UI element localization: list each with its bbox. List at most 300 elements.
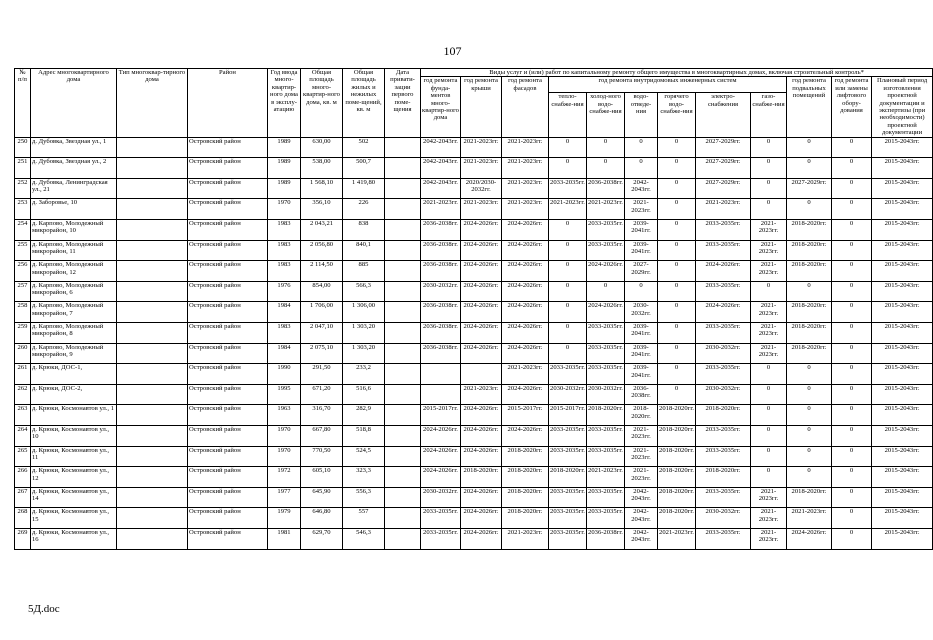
- cell-type: [117, 261, 188, 282]
- cell-address: д. Крюки, Космонавтов ул., 14: [31, 487, 117, 508]
- cell-year: 1983: [268, 220, 301, 241]
- cell-roof: 2024-2026гг.: [461, 261, 502, 282]
- cell-hot-water: 0: [658, 343, 696, 364]
- cell-cold-water: 2024-2026гг.: [587, 261, 625, 282]
- cell-roof: 2021-2023гг.: [461, 158, 502, 179]
- cell-hot-water: 2018-2020гг.: [658, 425, 696, 446]
- cell-plan-period: 2015-2043гг.: [872, 323, 933, 344]
- cell-living-area: 557: [343, 508, 385, 529]
- cell-type: [117, 137, 188, 158]
- cell-plan-period: 2015-2043гг.: [872, 384, 933, 405]
- cell-electric: 2033-2035гг.: [696, 487, 751, 508]
- cell-total-area: 2 043,21: [301, 220, 343, 241]
- cell-district: Островский район: [188, 425, 268, 446]
- cell-heat: 2033-2035гг.: [549, 178, 587, 199]
- cell-basement: 0: [787, 446, 832, 467]
- header-district: Район: [188, 69, 268, 138]
- header-num: № п/п: [15, 69, 31, 138]
- table-row: [15, 199, 933, 220]
- cell-facade: 2024-2026гг.: [502, 261, 549, 282]
- cell-type: [117, 240, 188, 261]
- cell-num: 260: [15, 343, 31, 364]
- cell-gas: 2021-2023гг.: [751, 261, 787, 282]
- cell-basement: 0: [787, 467, 832, 488]
- cell-electric: 2027-2029гг.: [696, 137, 751, 158]
- cell-living-area: 1 306,00: [343, 302, 385, 323]
- cell-plan-period: 2015-2043гг.: [872, 446, 933, 467]
- cell-basement: 0: [787, 425, 832, 446]
- cell-gas: 0: [751, 384, 787, 405]
- cell-elevator: 0: [832, 199, 872, 220]
- cell-drainage: 0: [625, 158, 658, 179]
- cell-total-area: 646,80: [301, 508, 343, 529]
- cell-elevator: 0: [832, 467, 872, 488]
- cell-basement: 0: [787, 405, 832, 426]
- cell-plan-period: 2015-2043гг.: [872, 508, 933, 529]
- cell-hot-water: 0: [658, 178, 696, 199]
- cell-type: [117, 425, 188, 446]
- cell-cold-water: 2036-2038гг.: [587, 178, 625, 199]
- cell-roof: 2021-2023гг.: [461, 384, 502, 405]
- cell-basement: 0: [787, 137, 832, 158]
- cell-electric: 2033-2035гг.: [696, 220, 751, 241]
- cell-basement: 2018-2020гг.: [787, 240, 832, 261]
- cell-roof: 2024-2026гг.: [461, 240, 502, 261]
- cell-drainage: 0: [625, 281, 658, 302]
- cell-year: 1989: [268, 178, 301, 199]
- cell-living-area: 524,5: [343, 446, 385, 467]
- cell-basement: 2018-2020гг.: [787, 220, 832, 241]
- cell-gas: 2021-2023гг.: [751, 240, 787, 261]
- cell-foundation: 2042-2043гг.: [421, 137, 461, 158]
- cell-district: Островский район: [188, 508, 268, 529]
- cell-num: 262: [15, 384, 31, 405]
- cell-living-area: 566,3: [343, 281, 385, 302]
- header-total-area: Общая площадь много-квартир-ного дома, кв. м: [301, 69, 343, 138]
- cell-hot-water: 0: [658, 199, 696, 220]
- cell-elevator: 0: [832, 343, 872, 364]
- cell-cold-water: 2021-2023гг.: [587, 199, 625, 220]
- cell-privatization: [385, 467, 421, 488]
- cell-gas: 2021-2023гг.: [751, 302, 787, 323]
- cell-address: д. Крюки, Космонавтов ул., 16: [31, 528, 117, 549]
- cell-roof: 2024-2026гг.: [461, 446, 502, 467]
- header-gas: газо-снабже-ния: [751, 93, 787, 137]
- cell-drainage: 2042-2043гг.: [625, 487, 658, 508]
- cell-living-area: 502: [343, 137, 385, 158]
- cell-roof: [461, 364, 502, 385]
- cell-elevator: 0: [832, 240, 872, 261]
- cell-elevator: 0: [832, 364, 872, 385]
- cell-foundation: 2036-2038гг.: [421, 302, 461, 323]
- cell-living-area: 500,7: [343, 158, 385, 179]
- cell-heat: 0: [549, 220, 587, 241]
- cell-total-area: 1 706,00: [301, 302, 343, 323]
- cell-living-area: 518,8: [343, 425, 385, 446]
- table-body: [15, 137, 933, 549]
- cell-address: д. Крюки, ДОС-1,: [31, 364, 117, 385]
- cell-electric: 2033-2035гг.: [696, 364, 751, 385]
- cell-gas: 2021-2023гг.: [751, 487, 787, 508]
- cell-cold-water: 2033-2035гг.: [587, 487, 625, 508]
- cell-cold-water: 2033-2035гг.: [587, 323, 625, 344]
- cell-living-area: 885: [343, 261, 385, 282]
- cell-foundation: 2036-2038гг.: [421, 343, 461, 364]
- table-row: [15, 158, 933, 179]
- cell-hot-water: 0: [658, 281, 696, 302]
- cell-hot-water: 0: [658, 261, 696, 282]
- cell-district: Островский район: [188, 178, 268, 199]
- table-row: [15, 425, 933, 446]
- cell-heat: 0: [549, 137, 587, 158]
- cell-total-area: 356,10: [301, 199, 343, 220]
- cell-elevator: 0: [832, 281, 872, 302]
- table-row: [15, 178, 933, 199]
- cell-drainage: 0: [625, 137, 658, 158]
- cell-num: 254: [15, 220, 31, 241]
- cell-foundation: 2030-2032гг.: [421, 487, 461, 508]
- cell-cold-water: 0: [587, 158, 625, 179]
- cell-address: д. Карпово, Молодежный микрорайон, 7: [31, 302, 117, 323]
- cell-facade: 2018-2020гг.: [502, 446, 549, 467]
- cell-basement: 2024-2026гг.: [787, 528, 832, 549]
- cell-drainage: 2039-2041гг.: [625, 323, 658, 344]
- table-row: [15, 467, 933, 488]
- cell-gas: 0: [751, 199, 787, 220]
- cell-heat: 2015-2017гг.: [549, 405, 587, 426]
- cell-basement: 2018-2020гг.: [787, 323, 832, 344]
- cell-cold-water: 2033-2035гг.: [587, 446, 625, 467]
- cell-plan-period: 2015-2043гг.: [872, 343, 933, 364]
- cell-district: Островский район: [188, 261, 268, 282]
- cell-foundation: 2030-2032гг.: [421, 281, 461, 302]
- cell-type: [117, 302, 188, 323]
- cell-gas: 0: [751, 158, 787, 179]
- cell-hot-water: 0: [658, 240, 696, 261]
- cell-basement: 2021-2023гг.: [787, 508, 832, 529]
- cell-drainage: 2042-2043гг.: [625, 508, 658, 529]
- cell-gas: 0: [751, 425, 787, 446]
- cell-address: д. Заборовье, 10: [31, 199, 117, 220]
- cell-privatization: [385, 137, 421, 158]
- cell-type: [117, 508, 188, 529]
- cell-elevator: 0: [832, 446, 872, 467]
- cell-electric: 2030-2032гг.: [696, 384, 751, 405]
- cell-cold-water: 2033-2035гг.: [587, 425, 625, 446]
- cell-total-area: 770,50: [301, 446, 343, 467]
- cell-facade: 2018-2020гг.: [502, 487, 549, 508]
- cell-foundation: 2033-2035гг.: [421, 528, 461, 549]
- cell-privatization: [385, 240, 421, 261]
- cell-facade: 2018-2020гг.: [502, 508, 549, 529]
- cell-privatization: [385, 261, 421, 282]
- cell-district: Островский район: [188, 446, 268, 467]
- cell-drainage: 2030-2032гг.: [625, 302, 658, 323]
- cell-total-area: 1 568,10: [301, 178, 343, 199]
- cell-drainage: 2042-2043гг.: [625, 528, 658, 549]
- cell-num: 255: [15, 240, 31, 261]
- cell-total-area: 291,50: [301, 364, 343, 385]
- cell-foundation: 2036-2038гг.: [421, 220, 461, 241]
- cell-num: 265: [15, 446, 31, 467]
- cell-drainage: 2039-2041гг.: [625, 220, 658, 241]
- cell-plan-period: 2015-2043гг.: [872, 405, 933, 426]
- cell-year: 1984: [268, 343, 301, 364]
- cell-type: [117, 487, 188, 508]
- cell-heat: 0: [549, 323, 587, 344]
- cell-gas: 0: [751, 467, 787, 488]
- cell-address: д. Крюки, Космонавтов ул., 12: [31, 467, 117, 488]
- cell-district: Островский район: [188, 384, 268, 405]
- cell-foundation: 2021-2023гг.: [421, 199, 461, 220]
- cell-roof: 2024-2026гг.: [461, 302, 502, 323]
- cell-district: Островский район: [188, 528, 268, 549]
- cell-hot-water: 2018-2020гг.: [658, 446, 696, 467]
- cell-heat: 2018-2020гг.: [549, 467, 587, 488]
- table-row: [15, 446, 933, 467]
- cell-cold-water: 2033-2035гг.: [587, 220, 625, 241]
- cell-num: 257: [15, 281, 31, 302]
- cell-year: 1990: [268, 364, 301, 385]
- cell-basement: 0: [787, 384, 832, 405]
- table-row: [15, 240, 933, 261]
- cell-plan-period: 2015-2043гг.: [872, 425, 933, 446]
- cell-district: Островский район: [188, 487, 268, 508]
- cell-cold-water: 2018-2020гг.: [587, 405, 625, 426]
- cell-gas: 0: [751, 446, 787, 467]
- cell-district: Островский район: [188, 199, 268, 220]
- header-building-type: Тип многоквар-тирного дома: [117, 69, 188, 138]
- cell-basement: 0: [787, 364, 832, 385]
- cell-basement: 2027-2029гг.: [787, 178, 832, 199]
- cell-type: [117, 158, 188, 179]
- cell-elevator: 0: [832, 302, 872, 323]
- header-services-group: Виды услуг и (или) работ по капитальному ремонту общего имущества в многоквартирных домах, включая строительный контроль*: [421, 69, 933, 77]
- cell-hot-water: 2018-2020гг.: [658, 508, 696, 529]
- cell-foundation: [421, 384, 461, 405]
- cell-type: [117, 281, 188, 302]
- cell-cold-water: 0: [587, 137, 625, 158]
- cell-roof: 2024-2026гг.: [461, 405, 502, 426]
- cell-living-area: 1 419,80: [343, 178, 385, 199]
- cell-facade: 2015-2017гг.: [502, 405, 549, 426]
- cell-electric: 2021-2023гг.: [696, 199, 751, 220]
- cell-electric: 2030-2032гг.: [696, 343, 751, 364]
- cell-facade: 2024-2026гг.: [502, 302, 549, 323]
- cell-year: 1983: [268, 323, 301, 344]
- cell-roof: 2018-2020гг.: [461, 467, 502, 488]
- cell-num: 266: [15, 467, 31, 488]
- cell-plan-period: 2015-2043гг.: [872, 240, 933, 261]
- cell-roof: 2024-2026гг.: [461, 343, 502, 364]
- cell-district: Островский район: [188, 240, 268, 261]
- cell-roof: 2020/2030-2032гг.: [461, 178, 502, 199]
- cell-foundation: 2015-2017гг.: [421, 405, 461, 426]
- cell-year: 1963: [268, 405, 301, 426]
- cell-district: Островский район: [188, 158, 268, 179]
- cell-gas: 0: [751, 405, 787, 426]
- cell-cold-water: 2021-2023гг.: [587, 467, 625, 488]
- cell-plan-period: 2015-2043гг.: [872, 220, 933, 241]
- header-plan-period: Плановый период изготовления проектной документации и экспертизы (при необходимости) проектной документации: [872, 77, 933, 137]
- header-roof: год ремонта крыши: [461, 77, 502, 137]
- cell-facade: 2024-2026гг.: [502, 323, 549, 344]
- cell-total-area: 538,00: [301, 158, 343, 179]
- cell-foundation: 2036-2038гг.: [421, 261, 461, 282]
- cell-plan-period: 2015-2043гг.: [872, 487, 933, 508]
- table-row: [15, 281, 933, 302]
- cell-address: д. Крюки, Космонавтов ул., 15: [31, 508, 117, 529]
- cell-electric: 2018-2020гг.: [696, 405, 751, 426]
- cell-foundation: 2042-2043гг.: [421, 158, 461, 179]
- cell-electric: 2033-2035гг.: [696, 281, 751, 302]
- cell-plan-period: 2015-2043гг.: [872, 137, 933, 158]
- cell-district: Островский район: [188, 467, 268, 488]
- cell-cold-water: 2033-2035гг.: [587, 508, 625, 529]
- cell-heat: 0: [549, 240, 587, 261]
- cell-electric: 2033-2035гг.: [696, 528, 751, 549]
- cell-foundation: [421, 364, 461, 385]
- cell-hot-water: 0: [658, 302, 696, 323]
- cell-roof: 2024-2026гг.: [461, 220, 502, 241]
- cell-type: [117, 528, 188, 549]
- cell-address: д. Дубовка, Звездная ул., 1: [31, 137, 117, 158]
- cell-address: д. Крюки, Космонавтов ул., 10: [31, 425, 117, 446]
- cell-hot-water: 2021-2023гг.: [658, 528, 696, 549]
- cell-num: 268: [15, 508, 31, 529]
- cell-hot-water: 0: [658, 220, 696, 241]
- cell-drainage: 2021-2023гг.: [625, 446, 658, 467]
- cell-facade: 2021-2023гг.: [502, 528, 549, 549]
- cell-living-area: 838: [343, 220, 385, 241]
- cell-total-area: 645,90: [301, 487, 343, 508]
- cell-total-area: 671,20: [301, 384, 343, 405]
- table-row: [15, 508, 933, 529]
- cell-num: 263: [15, 405, 31, 426]
- cell-address: д. Карпово, Молодежный микрорайон, 12: [31, 261, 117, 282]
- cell-drainage: 2039-2041гг.: [625, 343, 658, 364]
- cell-total-area: 605,10: [301, 467, 343, 488]
- cell-drainage: 2039-2041гг.: [625, 240, 658, 261]
- cell-cold-water: 2033-2035гг.: [587, 343, 625, 364]
- cell-roof: 2024-2026гг.: [461, 528, 502, 549]
- cell-drainage: 2036-2038гг.: [625, 384, 658, 405]
- cell-elevator: 0: [832, 323, 872, 344]
- cell-type: [117, 343, 188, 364]
- header-living-area: Общая площадь жилых и нежилых поме-щений, кв. м: [343, 69, 385, 138]
- cell-hot-water: 2018-2020гг.: [658, 487, 696, 508]
- cell-type: [117, 199, 188, 220]
- cell-facade: 2024-2026гг.: [502, 343, 549, 364]
- cell-total-area: 316,70: [301, 405, 343, 426]
- cell-electric: 2030-2032гг.: [696, 508, 751, 529]
- cell-living-area: 1 303,20: [343, 343, 385, 364]
- cell-address: д. Карпово, Молодежный микрорайон, 6: [31, 281, 117, 302]
- cell-cold-water: 2033-2035гг.: [587, 240, 625, 261]
- cell-gas: 0: [751, 364, 787, 385]
- cell-cold-water: 2024-2026гг.: [587, 302, 625, 323]
- cell-type: [117, 178, 188, 199]
- cell-privatization: [385, 405, 421, 426]
- cell-privatization: [385, 158, 421, 179]
- cell-total-area: 854,00: [301, 281, 343, 302]
- cell-num: 251: [15, 158, 31, 179]
- cell-roof: 2024-2026гг.: [461, 425, 502, 446]
- cell-plan-period: 2015-2043гг.: [872, 261, 933, 282]
- header-privatization-date: Дата привати-зации первого поме-щения: [385, 69, 421, 138]
- cell-drainage: 2021-2023гг.: [625, 467, 658, 488]
- cell-electric: 2018-2020гг.: [696, 467, 751, 488]
- cell-year: 1995: [268, 384, 301, 405]
- file-name: 5Д.doc: [28, 603, 60, 615]
- cell-elevator: 0: [832, 528, 872, 549]
- header-cold-water: холод-ного водо-снабже-ния: [587, 93, 625, 137]
- cell-elevator: 0: [832, 178, 872, 199]
- cell-elevator: 0: [832, 487, 872, 508]
- cell-address: д. Дубовка, Ленинградская ул., 21: [31, 178, 117, 199]
- cell-facade: 2024-2026гг.: [502, 384, 549, 405]
- cell-total-area: 2 075,10: [301, 343, 343, 364]
- cell-basement: 2018-2020гг.: [787, 261, 832, 282]
- cell-privatization: [385, 384, 421, 405]
- cell-roof: 2024-2026гг.: [461, 281, 502, 302]
- cell-address: д. Крюки, Космонавтов ул., 1: [31, 405, 117, 426]
- cell-roof: 2021-2023гг.: [461, 199, 502, 220]
- cell-foundation: 2024-2026гг.: [421, 425, 461, 446]
- cell-privatization: [385, 508, 421, 529]
- cell-year: 1989: [268, 137, 301, 158]
- table-row: [15, 487, 933, 508]
- cell-living-area: 516,6: [343, 384, 385, 405]
- cell-heat: 0: [549, 261, 587, 282]
- cell-year: 1983: [268, 261, 301, 282]
- cell-district: Островский район: [188, 302, 268, 323]
- cell-cold-water: 2036-2038гг.: [587, 528, 625, 549]
- cell-living-area: 556,3: [343, 487, 385, 508]
- cell-foundation: 2024-2026гг.: [421, 467, 461, 488]
- repair-schedule-table: [14, 68, 933, 550]
- cell-heat: 0: [549, 302, 587, 323]
- cell-basement: 0: [787, 158, 832, 179]
- cell-hot-water: 0: [658, 384, 696, 405]
- header-address: Адрес многоквартирного дома: [31, 69, 117, 138]
- cell-elevator: 0: [832, 405, 872, 426]
- cell-facade: 2021-2023гг.: [502, 199, 549, 220]
- cell-cold-water: 2033-2035гг.: [587, 364, 625, 385]
- cell-electric: 2033-2035гг.: [696, 425, 751, 446]
- cell-gas: 0: [751, 281, 787, 302]
- cell-type: [117, 364, 188, 385]
- cell-heat: 2033-2035гг.: [549, 446, 587, 467]
- cell-elevator: 0: [832, 384, 872, 405]
- table-row: [15, 302, 933, 323]
- cell-electric: 2033-2035гг.: [696, 240, 751, 261]
- cell-facade: 2024-2026гг.: [502, 281, 549, 302]
- table-row: [15, 528, 933, 549]
- cell-num: 252: [15, 178, 31, 199]
- cell-drainage: 2027-2029гг.: [625, 261, 658, 282]
- table-row: [15, 220, 933, 241]
- table-row: [15, 384, 933, 405]
- cell-foundation: 2036-2038гг.: [421, 323, 461, 344]
- cell-privatization: [385, 302, 421, 323]
- cell-living-area: 282,9: [343, 405, 385, 426]
- cell-privatization: [385, 487, 421, 508]
- cell-heat: 2030-2032гг.: [549, 384, 587, 405]
- cell-num: 250: [15, 137, 31, 158]
- cell-drainage: 2018-2020гг.: [625, 405, 658, 426]
- cell-gas: 2021-2023гг.: [751, 323, 787, 344]
